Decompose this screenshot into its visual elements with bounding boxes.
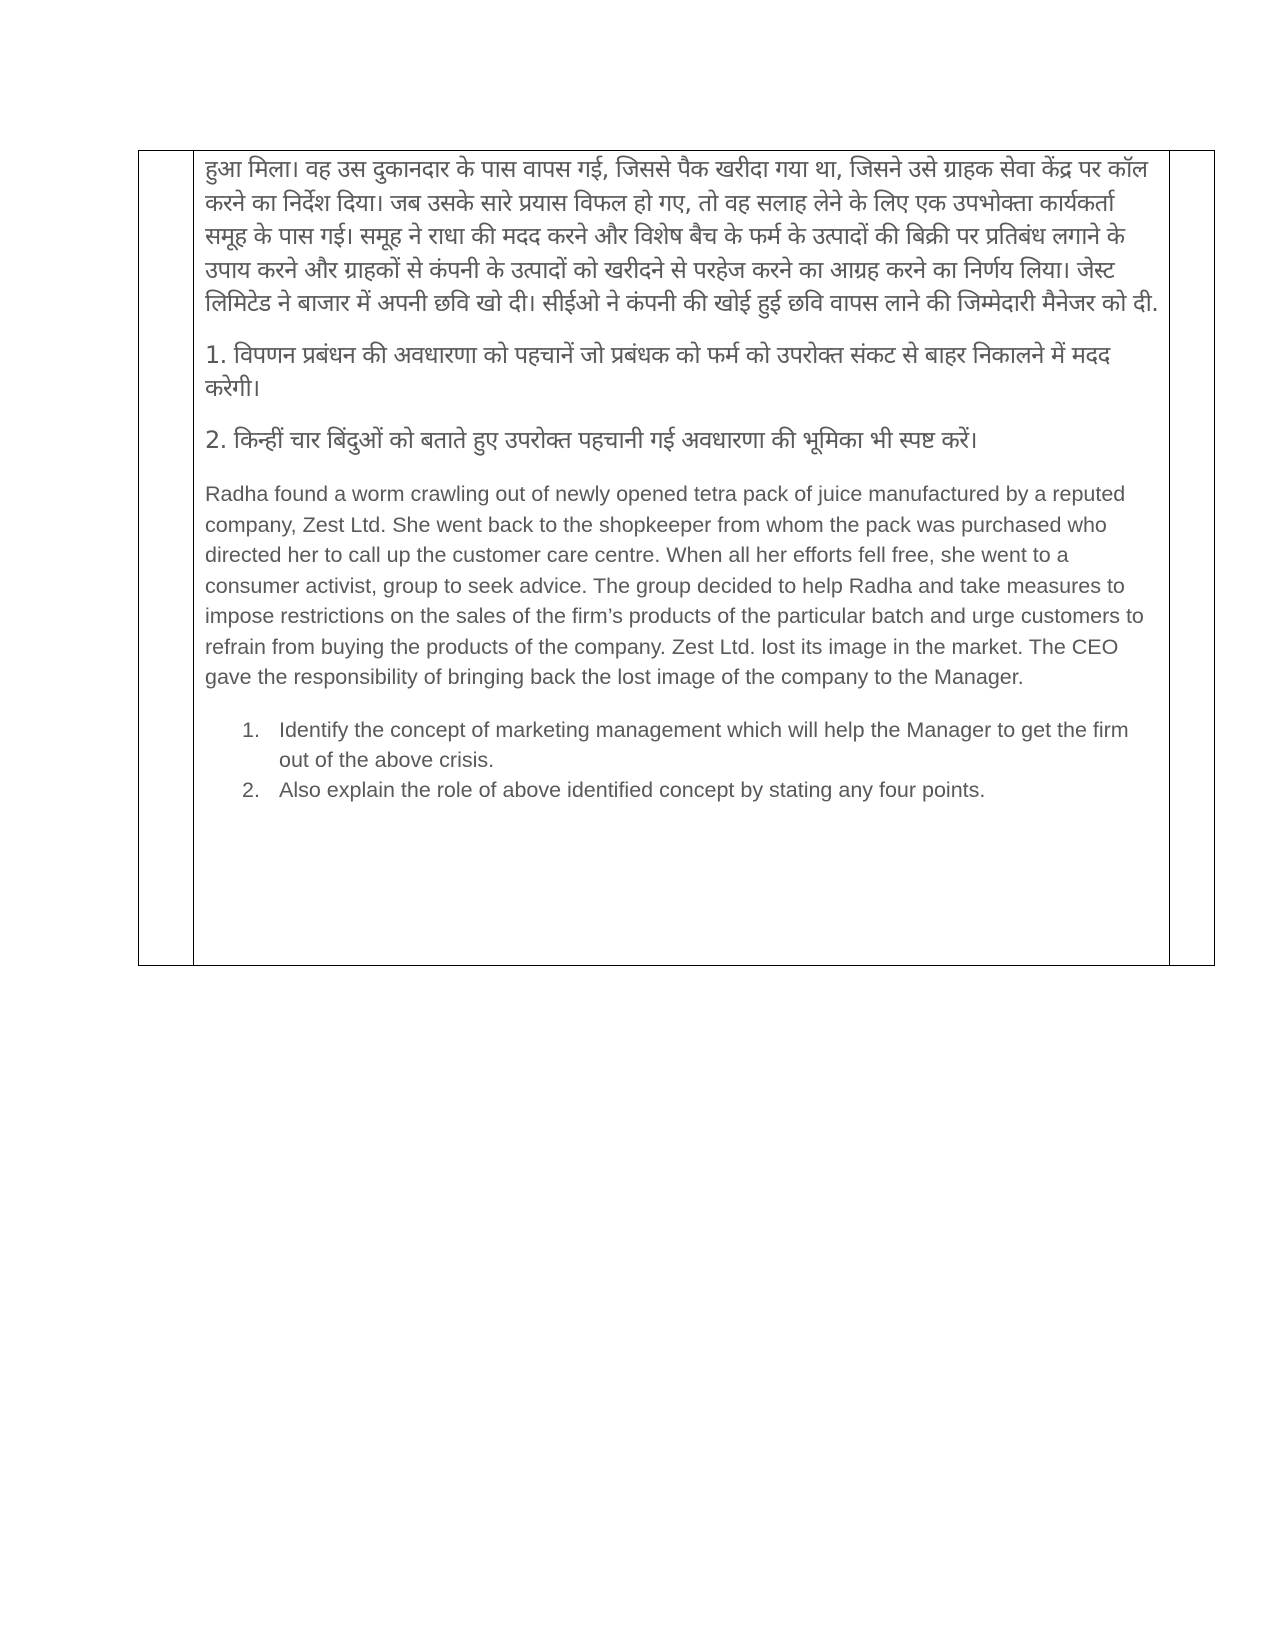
english-question-1 <box>242 715 1159 775</box>
hindi-case-paragraph: हुआ मिला। वह उस दुकानदार के पास वापस गई, जिससे पैक खरीदा गया था, जिसने उसे ग्राहक सेवा केंद्र पर कॉल करने का निर्देश दिया। जब उसके सारे प्रयास विफल हो गए, तो वह सलाह लेने के लिए एक उपभोक्ता कार्यकर्ता समूह के पास गई। समूह ने राधा की मदद करने और विशेष बैच के फर्म के उत्पादों की बिक्री पर प्रतिबंध लगाने के उपाय करने और ग्राहकों से कंपनी के उत्पादों को खरीदने से परहेज करने का आग्रह करने का निर्णय लिया। जेस्ट लिमिटेड ने बाजार में अपनी छवि खो दी। सीईओ ने कंपनी की खोई हुई छवि वापस लाने की जिम्मेदारी मैनेजर को दी. <box>205 155 1159 317</box>
marks-column <box>1169 151 1214 965</box>
question-table <box>138 150 1215 966</box>
question-text: Identify the concept of marketing management which will help the Manager to get the firm out of the above crisis. <box>279 717 1129 772</box>
question-number-column <box>139 151 194 965</box>
english-question-2 <box>242 775 1159 805</box>
english-case-paragraph: Radha found a worm crawling out of newly opened tetra pack of juice manufactured by a reputed company, Zest Ltd. She went back to the shopkeeper from whom the pack was purchased who directed her to call up the customer care centre. When all her efforts fell free, she went to a consumer activist, group to seek advice. The group decided to help Radha and take measures to impose restrictions on the sales of the firm’s products of the particular batch and urge customers to refrain from buying the products of the company. Zest Ltd. lost its image in the market. The CEO gave the responsibility of bringing back the lost image of the company to the Manager. <box>205 482 1144 689</box>
hindi-question-2: 2. किन्हीं चार बिंदुओं को बताते हुए उपरोक्त पहचानी गई अवधारणा की भूमिका भी स्पष्ट करें। <box>205 425 977 454</box>
english-question-list <box>205 715 1159 805</box>
question-content-cell <box>194 151 1169 965</box>
hindi-question-1: 1. विपणन प्रबंधन की अवधारणा को पहचानें जो प्रबंधक को फर्म को उपरोक्त संकट से बाहर निकालने में मदद करेगी। <box>205 340 1110 402</box>
question-number: 2. <box>242 777 260 802</box>
question-text: Also explain the role of above identified concept by stating any four points. <box>279 777 986 802</box>
question-number: 1. <box>242 717 260 742</box>
